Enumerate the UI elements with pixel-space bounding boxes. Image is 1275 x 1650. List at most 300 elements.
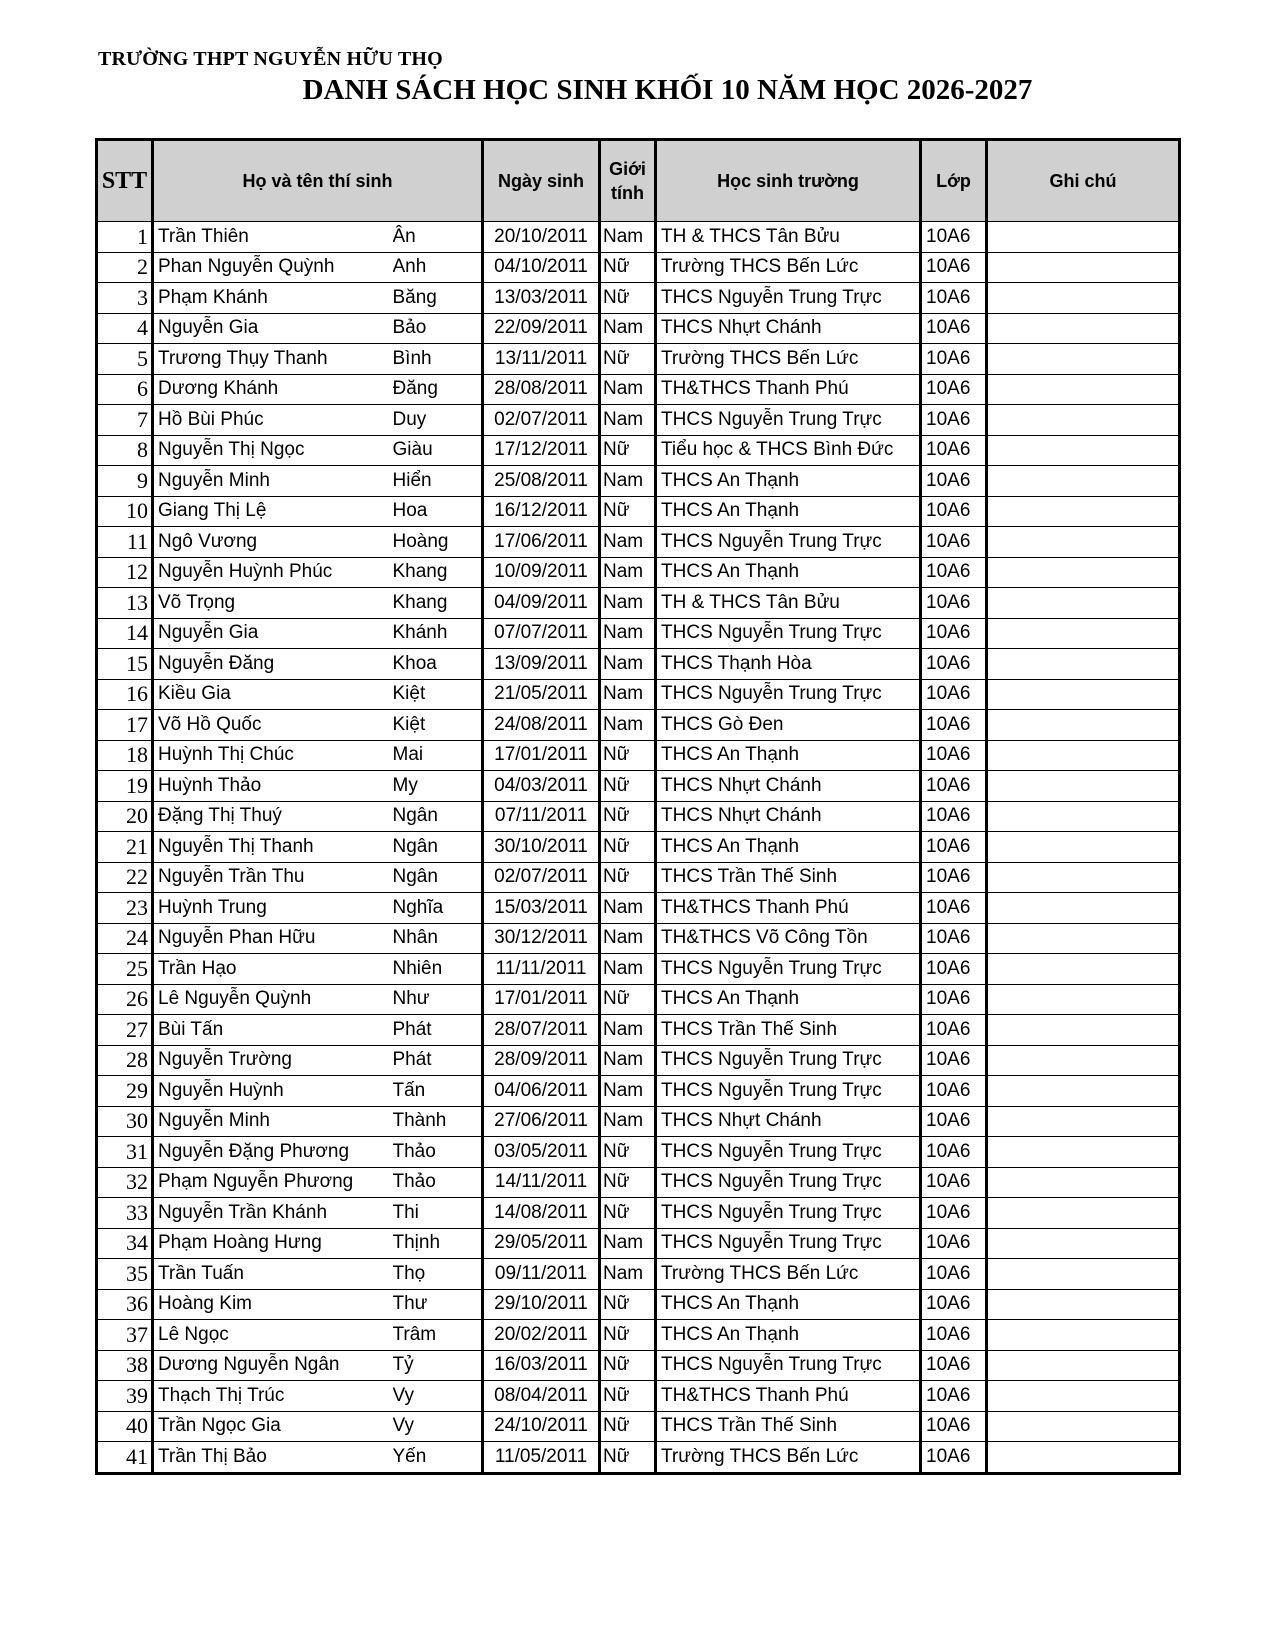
gender-cell: Nam: [600, 923, 656, 954]
note-cell: [987, 588, 1180, 619]
date-of-birth-cell: 30/10/2011: [483, 832, 600, 863]
previous-school-cell: THCS Nguyễn Trung Trực: [656, 1198, 921, 1229]
previous-school-cell: THCS Thạnh Hòa: [656, 649, 921, 680]
student-family-name-cell: Dương Khánh: [153, 374, 393, 405]
note-cell: [987, 801, 1180, 832]
row-number-cell: 12: [97, 557, 153, 588]
student-family-name-cell: Lê Ngọc: [153, 1320, 393, 1351]
row-number-cell: 24: [97, 923, 153, 954]
previous-school-cell: Trường THCS Bến Lức: [656, 1442, 921, 1474]
table-row: [97, 1411, 1180, 1442]
date-of-birth-cell: 24/10/2011: [483, 1411, 600, 1442]
previous-school-cell: THCS Nguyễn Trung Trực: [656, 1045, 921, 1076]
gender-cell: Nữ: [600, 1289, 656, 1320]
date-of-birth-cell: 11/05/2011: [483, 1442, 600, 1474]
gender-cell: Nam: [600, 710, 656, 741]
student-family-name-cell: Trần Tuấn: [153, 1259, 393, 1290]
table-row: [97, 557, 1180, 588]
date-of-birth-cell: 17/12/2011: [483, 435, 600, 466]
date-of-birth-cell: 08/04/2011: [483, 1381, 600, 1412]
date-of-birth-cell: 22/09/2011: [483, 313, 600, 344]
gender-cell: Nữ: [600, 1320, 656, 1351]
table-row: [97, 1442, 1180, 1474]
class-cell: 10A6: [921, 1106, 987, 1137]
gender-cell: Nam: [600, 588, 656, 619]
class-cell: 10A6: [921, 832, 987, 863]
student-given-name-cell: Thịnh: [393, 1228, 483, 1259]
date-of-birth-cell: 11/11/2011: [483, 954, 600, 985]
note-cell: [987, 1076, 1180, 1107]
table-row: [97, 649, 1180, 680]
table-row: [97, 1289, 1180, 1320]
column-header-note: Ghi chú: [987, 140, 1180, 222]
gender-cell: Nam: [600, 618, 656, 649]
gender-cell: Nam: [600, 1045, 656, 1076]
previous-school-cell: TH & THCS Tân Bửu: [656, 588, 921, 619]
class-cell: 10A6: [921, 1015, 987, 1046]
previous-school-cell: Trường THCS Bến Lức: [656, 344, 921, 375]
row-number-cell: 30: [97, 1106, 153, 1137]
student-given-name-cell: Ân: [393, 222, 483, 253]
table-row: [97, 954, 1180, 985]
student-family-name-cell: Huỳnh Thị Chúc: [153, 740, 393, 771]
gender-cell: Nam: [600, 1015, 656, 1046]
row-number-cell: 31: [97, 1137, 153, 1168]
student-given-name-cell: Phát: [393, 1015, 483, 1046]
student-family-name-cell: Nguyễn Huỳnh Phúc: [153, 557, 393, 588]
note-cell: [987, 893, 1180, 924]
class-cell: 10A6: [921, 771, 987, 802]
student-family-name-cell: Nguyễn Trần Thu: [153, 862, 393, 893]
previous-school-cell: THCS Nguyễn Trung Trực: [656, 283, 921, 314]
column-header-gender: [600, 140, 656, 222]
previous-school-cell: TH&THCS Thanh Phú: [656, 1381, 921, 1412]
student-given-name-cell: Bình: [393, 344, 483, 375]
table-row: [97, 222, 1180, 253]
row-number-cell: 38: [97, 1350, 153, 1381]
row-number-cell: 10: [97, 496, 153, 527]
gender-cell: Nam: [600, 1076, 656, 1107]
date-of-birth-cell: 17/06/2011: [483, 527, 600, 558]
previous-school-cell: TH&THCS Võ Công Tồn: [656, 923, 921, 954]
table-row: [97, 527, 1180, 558]
gender-cell: Nữ: [600, 832, 656, 863]
student-family-name-cell: Đặng Thị Thuý: [153, 801, 393, 832]
note-cell: [987, 344, 1180, 375]
row-number-cell: 21: [97, 832, 153, 863]
previous-school-cell: THCS Nguyễn Trung Trực: [656, 1137, 921, 1168]
previous-school-cell: TH&THCS Thanh Phú: [656, 893, 921, 924]
student-family-name-cell: Võ Hồ Quốc: [153, 710, 393, 741]
table-row: [97, 801, 1180, 832]
class-cell: 10A6: [921, 1198, 987, 1229]
note-cell: [987, 1411, 1180, 1442]
row-number-cell: 23: [97, 893, 153, 924]
student-given-name-cell: Tỷ: [393, 1350, 483, 1381]
table-row: [97, 283, 1180, 314]
date-of-birth-cell: 20/10/2011: [483, 222, 600, 253]
class-cell: 10A6: [921, 222, 987, 253]
gender-cell: Nam: [600, 893, 656, 924]
gender-cell: Nam: [600, 222, 656, 253]
student-given-name-cell: Kiệt: [393, 679, 483, 710]
student-given-name-cell: Khang: [393, 588, 483, 619]
previous-school-cell: THCS Nguyễn Trung Trực: [656, 1076, 921, 1107]
class-cell: 10A6: [921, 588, 987, 619]
note-cell: [987, 1167, 1180, 1198]
student-family-name-cell: Nguyễn Thị Ngọc: [153, 435, 393, 466]
date-of-birth-cell: 13/09/2011: [483, 649, 600, 680]
note-cell: [987, 649, 1180, 680]
student-family-name-cell: Nguyễn Minh: [153, 1106, 393, 1137]
row-number-cell: 33: [97, 1198, 153, 1229]
student-family-name-cell: Bùi Tấn: [153, 1015, 393, 1046]
gender-cell: Nam: [600, 679, 656, 710]
table-row: [97, 1106, 1180, 1137]
class-cell: 10A6: [921, 1167, 987, 1198]
table-row: [97, 679, 1180, 710]
student-family-name-cell: Ngô Vương: [153, 527, 393, 558]
gender-cell: Nữ: [600, 496, 656, 527]
student-family-name-cell: Nguyễn Gia: [153, 618, 393, 649]
row-number-cell: 27: [97, 1015, 153, 1046]
class-cell: 10A6: [921, 527, 987, 558]
previous-school-cell: Trường THCS Bến Lức: [656, 1259, 921, 1290]
date-of-birth-cell: 21/05/2011: [483, 679, 600, 710]
previous-school-cell: THCS An Thạnh: [656, 557, 921, 588]
class-cell: 10A6: [921, 466, 987, 497]
student-given-name-cell: Như: [393, 984, 483, 1015]
student-family-name-cell: Nguyễn Thị Thanh: [153, 832, 393, 863]
table-row: [97, 893, 1180, 924]
student-given-name-cell: Thảo: [393, 1167, 483, 1198]
date-of-birth-cell: 24/08/2011: [483, 710, 600, 741]
table-row: [97, 1076, 1180, 1107]
class-cell: 10A6: [921, 1137, 987, 1168]
table-row: [97, 1381, 1180, 1412]
previous-school-cell: THCS Nhựt Chánh: [656, 771, 921, 802]
class-cell: 10A6: [921, 1320, 987, 1351]
table-row: [97, 1015, 1180, 1046]
column-header-class: Lớp: [921, 140, 987, 222]
student-family-name-cell: Trần Hạo: [153, 954, 393, 985]
table-row: [97, 435, 1180, 466]
class-cell: 10A6: [921, 710, 987, 741]
note-cell: [987, 954, 1180, 985]
previous-school-cell: THCS An Thạnh: [656, 466, 921, 497]
row-number-cell: 2: [97, 252, 153, 283]
class-cell: 10A6: [921, 862, 987, 893]
date-of-birth-cell: 28/08/2011: [483, 374, 600, 405]
table-row: [97, 984, 1180, 1015]
date-of-birth-cell: 09/11/2011: [483, 1259, 600, 1290]
student-given-name-cell: Ngân: [393, 801, 483, 832]
student-family-name-cell: Huỳnh Thảo: [153, 771, 393, 802]
gender-cell: Nam: [600, 405, 656, 436]
note-cell: [987, 283, 1180, 314]
class-cell: 10A6: [921, 1228, 987, 1259]
student-given-name-cell: Thảo: [393, 1137, 483, 1168]
class-cell: 10A6: [921, 1045, 987, 1076]
gender-cell: Nam: [600, 466, 656, 497]
class-cell: 10A6: [921, 1442, 987, 1474]
row-number-cell: 37: [97, 1320, 153, 1351]
table-row: [97, 740, 1180, 771]
student-family-name-cell: Dương Nguyễn Ngân: [153, 1350, 393, 1381]
class-cell: 10A6: [921, 923, 987, 954]
date-of-birth-cell: 02/07/2011: [483, 405, 600, 436]
student-family-name-cell: Thạch Thị Trúc: [153, 1381, 393, 1412]
column-header-dob: Ngày sinh: [483, 140, 600, 222]
row-number-cell: 8: [97, 435, 153, 466]
student-family-name-cell: Phạm Nguyễn Phương: [153, 1167, 393, 1198]
table-row: [97, 405, 1180, 436]
previous-school-cell: THCS Nhựt Chánh: [656, 1106, 921, 1137]
previous-school-cell: TH&THCS Thanh Phú: [656, 374, 921, 405]
student-given-name-cell: Thi: [393, 1198, 483, 1229]
row-number-cell: 7: [97, 405, 153, 436]
note-cell: [987, 466, 1180, 497]
student-given-name-cell: Thành: [393, 1106, 483, 1137]
class-cell: 10A6: [921, 1411, 987, 1442]
table-row: [97, 710, 1180, 741]
student-given-name-cell: Ngân: [393, 862, 483, 893]
student-given-name-cell: Yến: [393, 1442, 483, 1474]
student-given-name-cell: Hoa: [393, 496, 483, 527]
previous-school-cell: Tiểu học & THCS Bình Đức: [656, 435, 921, 466]
gender-cell: Nữ: [600, 1442, 656, 1474]
row-number-cell: 32: [97, 1167, 153, 1198]
row-number-cell: 35: [97, 1259, 153, 1290]
gender-cell: Nữ: [600, 1137, 656, 1168]
column-header-name: Họ và tên thí sinh: [153, 140, 483, 222]
gender-cell: Nam: [600, 374, 656, 405]
date-of-birth-cell: 16/12/2011: [483, 496, 600, 527]
note-cell: [987, 679, 1180, 710]
table-row: [97, 1167, 1180, 1198]
row-number-cell: 36: [97, 1289, 153, 1320]
note-cell: [987, 1045, 1180, 1076]
student-given-name-cell: Khang: [393, 557, 483, 588]
student-given-name-cell: Thọ: [393, 1259, 483, 1290]
table-row: [97, 374, 1180, 405]
note-cell: [987, 374, 1180, 405]
student-given-name-cell: Mai: [393, 740, 483, 771]
row-number-cell: 5: [97, 344, 153, 375]
student-family-name-cell: Trần Thị Bảo: [153, 1442, 393, 1474]
table-row: [97, 1320, 1180, 1351]
note-cell: [987, 740, 1180, 771]
note-cell: [987, 984, 1180, 1015]
date-of-birth-cell: 13/03/2011: [483, 283, 600, 314]
note-cell: [987, 222, 1180, 253]
table-row: [97, 1045, 1180, 1076]
student-family-name-cell: Nguyễn Minh: [153, 466, 393, 497]
note-cell: [987, 771, 1180, 802]
gender-cell: Nữ: [600, 740, 656, 771]
class-cell: 10A6: [921, 954, 987, 985]
row-number-cell: 40: [97, 1411, 153, 1442]
row-number-cell: 1: [97, 222, 153, 253]
date-of-birth-cell: 10/09/2011: [483, 557, 600, 588]
previous-school-cell: THCS An Thạnh: [656, 496, 921, 527]
note-cell: [987, 405, 1180, 436]
student-given-name-cell: Hiển: [393, 466, 483, 497]
table-row: [97, 1228, 1180, 1259]
student-family-name-cell: Nguyễn Trường: [153, 1045, 393, 1076]
gender-header-line2: tính: [611, 183, 645, 203]
note-cell: [987, 862, 1180, 893]
note-cell: [987, 923, 1180, 954]
note-cell: [987, 1289, 1180, 1320]
class-cell: 10A6: [921, 344, 987, 375]
student-given-name-cell: Hoàng: [393, 527, 483, 558]
student-given-name-cell: My: [393, 771, 483, 802]
date-of-birth-cell: 20/02/2011: [483, 1320, 600, 1351]
note-cell: [987, 252, 1180, 283]
date-of-birth-cell: 17/01/2011: [483, 984, 600, 1015]
note-cell: [987, 1381, 1180, 1412]
class-cell: 10A6: [921, 1289, 987, 1320]
date-of-birth-cell: 29/05/2011: [483, 1228, 600, 1259]
note-cell: [987, 1350, 1180, 1381]
row-number-cell: 6: [97, 374, 153, 405]
previous-school-cell: THCS An Thạnh: [656, 1320, 921, 1351]
student-list-table: [95, 138, 1181, 1475]
table-row: [97, 862, 1180, 893]
class-cell: 10A6: [921, 984, 987, 1015]
table-row: [97, 1137, 1180, 1168]
class-cell: 10A6: [921, 496, 987, 527]
student-given-name-cell: Giàu: [393, 435, 483, 466]
date-of-birth-cell: 15/03/2011: [483, 893, 600, 924]
note-cell: [987, 435, 1180, 466]
date-of-birth-cell: 30/12/2011: [483, 923, 600, 954]
date-of-birth-cell: 29/10/2011: [483, 1289, 600, 1320]
table-row: [97, 313, 1180, 344]
student-family-name-cell: Nguyễn Huỳnh: [153, 1076, 393, 1107]
gender-cell: Nữ: [600, 344, 656, 375]
gender-cell: Nam: [600, 954, 656, 985]
student-given-name-cell: Bảo: [393, 313, 483, 344]
student-given-name-cell: Duy: [393, 405, 483, 436]
student-family-name-cell: Huỳnh Trung: [153, 893, 393, 924]
class-cell: 10A6: [921, 557, 987, 588]
previous-school-cell: THCS Nguyễn Trung Trực: [656, 1350, 921, 1381]
date-of-birth-cell: 04/06/2011: [483, 1076, 600, 1107]
table-body: [97, 222, 1180, 1474]
row-number-cell: 4: [97, 313, 153, 344]
student-given-name-cell: Nhiên: [393, 954, 483, 985]
gender-cell: Nữ: [600, 984, 656, 1015]
student-family-name-cell: Trần Thiên: [153, 222, 393, 253]
previous-school-cell: THCS An Thạnh: [656, 740, 921, 771]
table-row: [97, 771, 1180, 802]
gender-cell: Nam: [600, 313, 656, 344]
table-row: [97, 1350, 1180, 1381]
student-given-name-cell: Băng: [393, 283, 483, 314]
student-family-name-cell: Phạm Hoàng Hưng: [153, 1228, 393, 1259]
note-cell: [987, 1106, 1180, 1137]
class-cell: 10A6: [921, 405, 987, 436]
student-family-name-cell: Hoàng Kim: [153, 1289, 393, 1320]
previous-school-cell: THCS Trần Thế Sinh: [656, 1411, 921, 1442]
student-family-name-cell: Nguyễn Gia: [153, 313, 393, 344]
gender-cell: Nam: [600, 649, 656, 680]
previous-school-cell: Trường THCS Bến Lức: [656, 252, 921, 283]
gender-cell: Nam: [600, 1259, 656, 1290]
gender-cell: Nữ: [600, 1381, 656, 1412]
row-number-cell: 41: [97, 1442, 153, 1474]
row-number-cell: 14: [97, 618, 153, 649]
date-of-birth-cell: 14/08/2011: [483, 1198, 600, 1229]
student-family-name-cell: Kiều Gia: [153, 679, 393, 710]
note-cell: [987, 527, 1180, 558]
student-family-name-cell: Nguyễn Đặng Phương: [153, 1137, 393, 1168]
note-cell: [987, 1198, 1180, 1229]
date-of-birth-cell: 25/08/2011: [483, 466, 600, 497]
note-cell: [987, 1259, 1180, 1290]
row-number-cell: 11: [97, 527, 153, 558]
table-row: [97, 588, 1180, 619]
date-of-birth-cell: 07/11/2011: [483, 801, 600, 832]
gender-cell: Nữ: [600, 283, 656, 314]
row-number-cell: 39: [97, 1381, 153, 1412]
student-family-name-cell: Hồ Bùi Phúc: [153, 405, 393, 436]
column-header-stt: STT: [97, 140, 153, 222]
date-of-birth-cell: 04/09/2011: [483, 588, 600, 619]
row-number-cell: 19: [97, 771, 153, 802]
gender-cell: Nữ: [600, 771, 656, 802]
row-number-cell: 34: [97, 1228, 153, 1259]
class-cell: 10A6: [921, 1350, 987, 1381]
previous-school-cell: THCS Trần Thế Sinh: [656, 862, 921, 893]
gender-header-line1: Giới: [609, 158, 646, 179]
table-header-row: [97, 140, 1180, 222]
previous-school-cell: THCS Nguyễn Trung Trực: [656, 618, 921, 649]
table-row: [97, 344, 1180, 375]
row-number-cell: 22: [97, 862, 153, 893]
date-of-birth-cell: 02/07/2011: [483, 862, 600, 893]
previous-school-cell: THCS Nguyễn Trung Trực: [656, 679, 921, 710]
class-cell: 10A6: [921, 374, 987, 405]
table-row: [97, 252, 1180, 283]
date-of-birth-cell: 07/07/2011: [483, 618, 600, 649]
class-cell: 10A6: [921, 801, 987, 832]
table-row: [97, 923, 1180, 954]
student-family-name-cell: Nguyễn Phan Hữu: [153, 923, 393, 954]
class-cell: 10A6: [921, 252, 987, 283]
note-cell: [987, 1320, 1180, 1351]
school-name: TRƯỜNG THPT NGUYỄN HỮU THỌ: [98, 48, 443, 70]
student-given-name-cell: Khánh: [393, 618, 483, 649]
class-cell: 10A6: [921, 1259, 987, 1290]
class-cell: 10A6: [921, 679, 987, 710]
row-number-cell: 3: [97, 283, 153, 314]
student-family-name-cell: Trương Thụy Thanh: [153, 344, 393, 375]
student-family-name-cell: Trần Ngọc Gia: [153, 1411, 393, 1442]
previous-school-cell: THCS Nhựt Chánh: [656, 313, 921, 344]
student-given-name-cell: Khoa: [393, 649, 483, 680]
note-cell: [987, 1015, 1180, 1046]
row-number-cell: 17: [97, 710, 153, 741]
note-cell: [987, 1137, 1180, 1168]
student-family-name-cell: Võ Trọng: [153, 588, 393, 619]
previous-school-cell: THCS Nguyễn Trung Trực: [656, 527, 921, 558]
gender-cell: Nữ: [600, 1167, 656, 1198]
previous-school-cell: THCS Nguyễn Trung Trực: [656, 954, 921, 985]
gender-cell: Nam: [600, 1106, 656, 1137]
